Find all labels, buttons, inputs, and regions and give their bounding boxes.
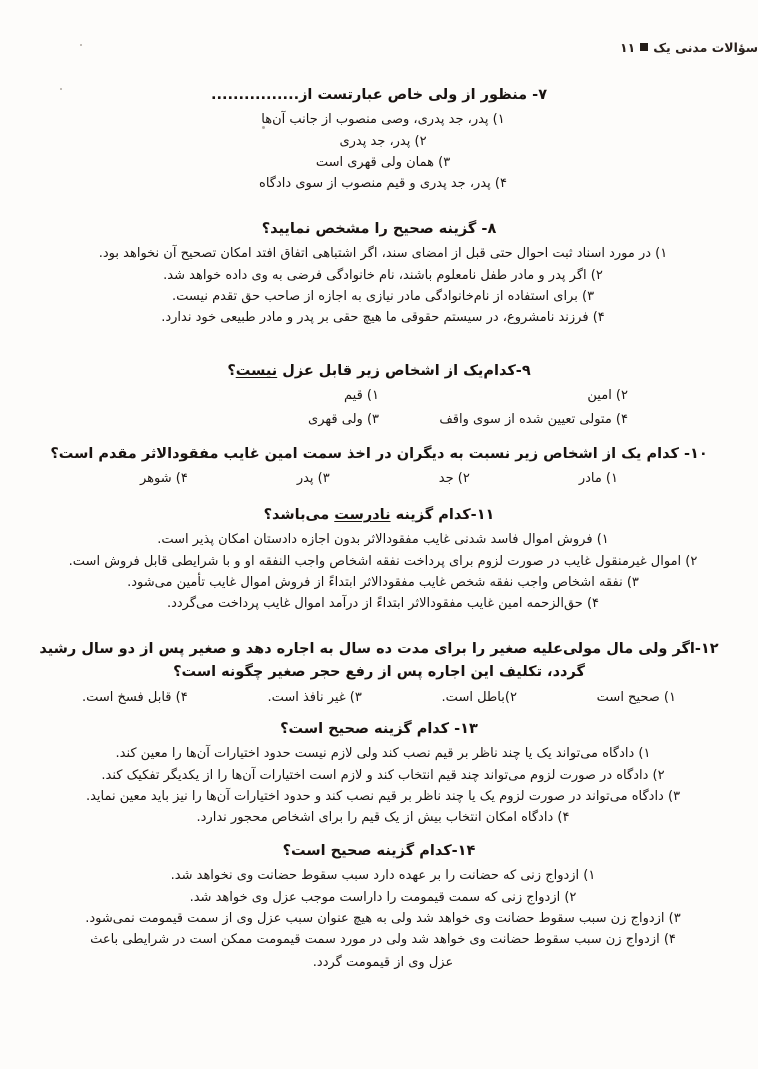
question-7-stem: ۷- منظور از ولی خاص عبارتست از................ <box>210 87 548 103</box>
question-14-options <box>18 865 740 972</box>
option-item[interactable]: ۳) دادگاه می‌تواند در صورت لزوم یک یا چند ناظر بر قیم نصب کند و حدود اختیارات آن‌ها را نیز باید معین نماید. <box>85 788 681 804</box>
question-11-stem <box>20 504 738 526</box>
header-title: سؤالات مدنی یک <box>653 39 758 55</box>
option-item[interactable]: ۴) قابل فسخ است. <box>82 689 188 705</box>
option-item[interactable]: ۲) اگر پدر و مادر طفل نامعلوم باشند، نام خانوادگی فرضی به وی داده خواهد شد. <box>163 267 603 283</box>
question-11-stem-emphasis: نادرست <box>334 507 391 523</box>
option-item[interactable]: ۲) امین <box>587 388 628 404</box>
option-item[interactable]: ۴) حق‌الزحمه امین غایب مفقودالاثر ابتداءً از درآمد اموال غایب پرداخت می‌گردد. <box>166 595 600 611</box>
option-item[interactable]: ۲)باطل است. <box>441 689 517 705</box>
question-12-options <box>22 687 736 708</box>
question-9 <box>40 360 718 430</box>
option-item[interactable]: ۳) همان ولی قهری است <box>315 154 451 170</box>
option-item[interactable]: ۱) دادگاه می‌تواند یک یا چند ناظر بر قیم نصب کند ولی لازم نیست حدود اختیارات آن‌ها را معین کند. <box>115 746 651 762</box>
option-item[interactable]: ۳) پدر <box>296 471 330 487</box>
question-13-options <box>18 743 740 827</box>
option-item[interactable]: ۴) متولی تعیین شده از سوی واقف <box>439 411 628 427</box>
question-11 <box>20 504 738 614</box>
running-header <box>0 33 758 61</box>
option-item[interactable]: ۴) دادگاه امکان انتخاب بیش از یک قیم را برای اشخاص محجور ندارد. <box>196 809 570 825</box>
option-item[interactable]: ۳) ازدواج زن سبب سقوط حضانت وی خواهد شد ولی به هیچ عنوان سبب عزل وی از سمت قیمومت نمی‌شود. <box>85 910 681 926</box>
filled-square-bullet-icon <box>640 43 648 51</box>
option-item[interactable]: ۴) ازدواج زن سبب سقوط حضانت وی خواهد شد ولی در مورد سمت قیمومت ممکن است در شرایطی باعث <box>90 931 676 947</box>
option-item[interactable]: ۲) اموال غیرمنقول غایب در صورت لزوم برای پرداخت نفقه اشخاص واجب النفقه او و با شرایطی قابل فروش است. <box>68 553 698 569</box>
option-item[interactable]: ۲) پدر، جد پدری <box>339 133 427 149</box>
question-13-stem: ۱۳- کدام گزینه صحیح است؟ <box>280 721 478 737</box>
question-11-stem-part-3: می‌باشد؟ <box>263 507 335 523</box>
question-9-stem-emphasis: نیست <box>235 363 278 379</box>
option-item[interactable]: ۳) ولی قهری <box>308 411 379 427</box>
question-10-stem: ۱۰- کدام یک از اشخاص زیر نسبت به دیگران در اخذ سمت امین غایب مفقودالاثر مقدم است؟ <box>50 446 708 462</box>
option-item[interactable]: ۱) پدر، جد پدری، وصی منصوب از جانب آن‌ها <box>261 112 505 128</box>
question-8 <box>20 218 738 328</box>
question-8-options <box>20 243 738 327</box>
question-13 <box>18 718 740 828</box>
question-9-stem <box>40 360 718 382</box>
question-10-options <box>40 468 718 489</box>
question-9-stem-part-3: ؟ <box>227 363 236 379</box>
option-item-continuation: عزل وی از قیمومت گردد. <box>312 954 454 970</box>
option-item[interactable]: ۴) شوهر <box>140 471 188 487</box>
option-item[interactable]: ۳) غیر نافذ است. <box>267 689 362 705</box>
question-12-stem-line-2: گردد، تکلیف این اجاره پس از رفع حجر صغیر چگونه است؟ <box>173 664 585 681</box>
option-item[interactable]: ۳) برای استفاده از نام‌خانوادگی مادر نیازی به اجازه از صاحب حق تقدم نیست. <box>171 288 595 304</box>
question-11-stem-part-1: ۱۱-کدام گزینه <box>390 507 495 523</box>
option-item[interactable]: ۴) فرزند نامشروع، در سیستم حقوقی ما هیچ حقی بر پدر و مادر طبیعی خود ندارد. <box>161 309 605 325</box>
option-item[interactable]: ۱) مادر <box>578 471 618 487</box>
option-item[interactable]: ۱) فروش اموال فاسد شدنی غایب مفقودالاثر بدون اجازه دادستان امکان پذیر است. <box>157 532 609 548</box>
question-7-options <box>40 109 718 193</box>
option-item[interactable]: ۱) در مورد اسناد ثبت احوال حتی قبل از امضای سند، اگر اشتباهی اتفاق افتد امکان تصحیح آن نخواهد بود. <box>98 246 668 262</box>
page-number: ۱۱ <box>619 39 636 55</box>
question-14 <box>18 840 740 973</box>
question-11-options <box>20 529 738 613</box>
option-item[interactable]: ۳) نفقه اشخاص واجب نفقه شخص غایب مفقودالاثر ابتداءً از فروش اموال غایب تأمین می‌شود. <box>127 574 639 590</box>
question-12-stem-line-1: ۱۲-اگر ولی مال مولی‌علیه صغیر را برای مدت ده سال به اجاره دهد و صغیر پس از دو سال رشید <box>39 641 719 657</box>
question-8-stem: ۸- گزینه صحیح را مشخص نمایید؟ <box>261 221 497 237</box>
option-item[interactable]: ۲) دادگاه در صورت لزوم می‌تواند چند قیم انتخاب کند و لازم است اختیارات آن‌ها را از یکدیگر تفکیک کند. <box>101 767 665 783</box>
option-item[interactable]: ۲) ازدواج زنی که سمت قیمومت را داراست موجب عزل وی خواهد شد. <box>189 889 577 905</box>
question-12 <box>22 638 736 708</box>
option-item[interactable]: ۱) صحیح است <box>596 689 676 705</box>
question-14-stem: ۱۴-کدام گزینه صحیح است؟ <box>282 843 476 859</box>
option-item[interactable]: ۴) پدر، جد پدری و قیم منصوب از سوی دادگاه <box>259 175 507 191</box>
option-item[interactable]: ۲) جد <box>438 471 470 487</box>
question-9-options <box>40 385 718 429</box>
question-7 <box>40 84 718 194</box>
option-item[interactable]: ۱) ازدواج زنی که حضانت را بر عهده دارد سبب سقوط حضانت وی نخواهد شد. <box>170 868 596 884</box>
option-item[interactable]: ۱) قیم <box>344 388 379 404</box>
question-10 <box>40 443 718 490</box>
question-9-stem-part-1: ۹-کدام‌یک از اشخاص زیر قابل عزل <box>277 363 531 379</box>
